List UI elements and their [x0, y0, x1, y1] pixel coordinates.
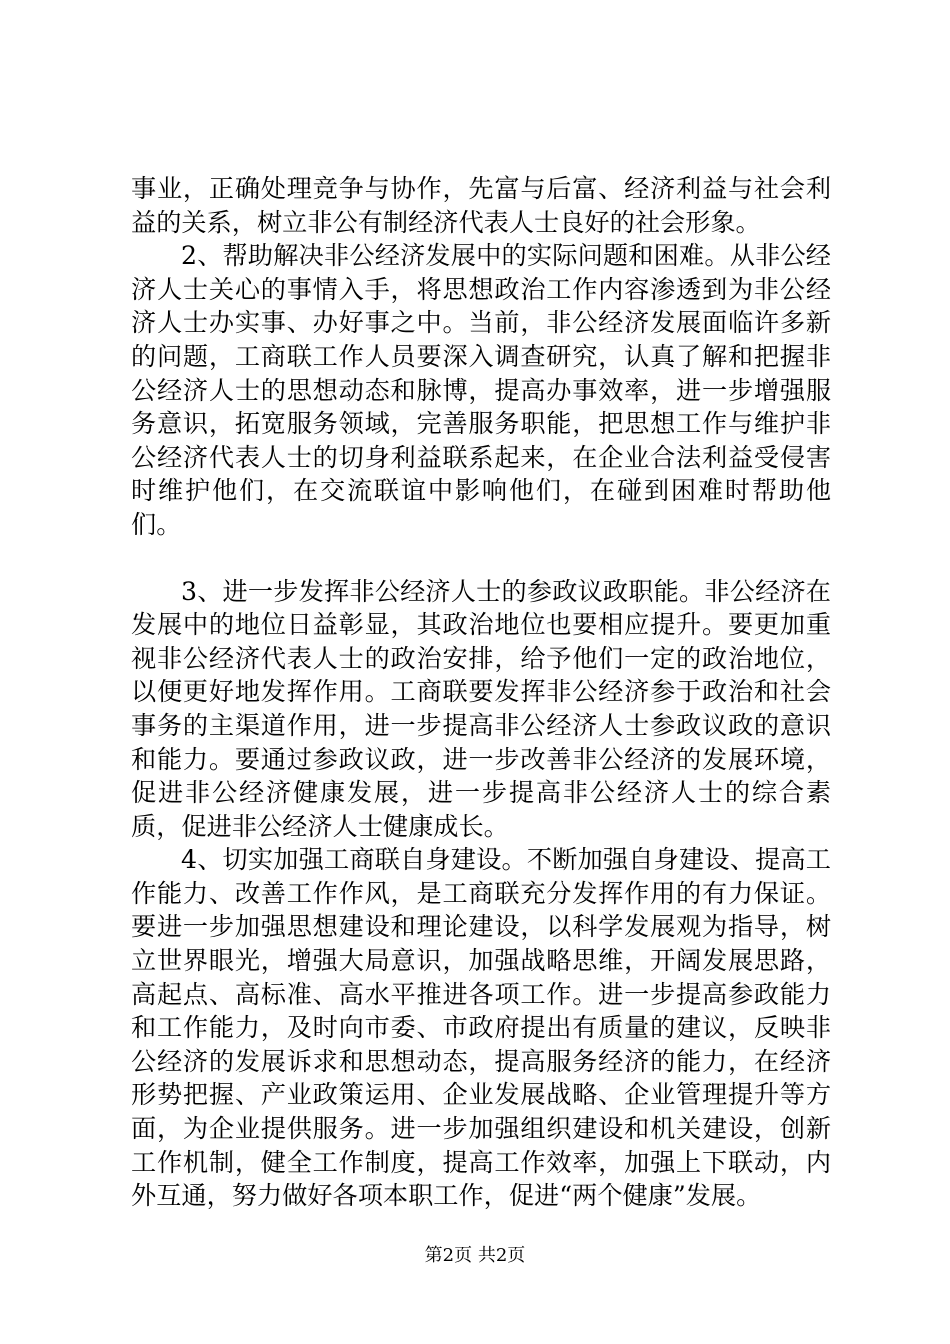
page-footer: 第2页 共2页: [424, 1245, 526, 1266]
document-body: [131, 172, 831, 1213]
paragraph-item-4: 4、切实加强工商联自身建设。不断加强自身建设、提高工作能力、改善工作作风，是工商联充分发挥作用的有力保证。要进一步加强思想建设和理论建设，以科学发展观为指导，树立世界眼光，增强大局意识，加强战略思维，开阔发展思路，高起点、高标准、高水平推进各项工作。进一步提高参政能力和工作能力，及时向市委、市政府提出有质量的建议，反映非公经济的发展诉求和思想动态，提高服务经济的能力，在经济形势把握、产业政策运用、企业发展战略、企业管理提升等方面，为企业提供服务。进一步加强组织建设和机关建设，创新工作机制，健全工作制度，提高工作效率，加强上下联动，内外互通，努力做好各项本职工作，促进“两个健康”发展。: [131, 845, 831, 1211]
paragraph-item-3: 3、进一步发挥非公经济人士的参政议政职能。非公经济在发展中的地位日益彰显，其政治地位也要相应提升。要更加重视非公经济代表人士的政治安排，给予他们一定的政治地位，以便更好地发挥作用。工商联要发挥非公经济参于政治和社会事务的主渠道作用，进一步提高非公经济人士参政议政的意识和能力。要通过参政议政，进一步改善非公经济的发展环境，促进非公经济健康发展，进一步提高非公经济人士的综合素质，促进非公经济人士健康成长。: [131, 576, 831, 841]
paragraph-item-2: 2、帮助解决非公经济发展中的实际问题和困难。从非公经济人士关心的事情入手，将思想政治工作内容渗透到为非公经济人士办实事、办好事之中。当前，非公经济发展面临许多新的问题，工商联工作人员要深入调查研究，认真了解和把握非公经济人士的思想动态和脉博，提高办事效率，进一步增强服务意识，拓宽服务领域，完善服务职能，把思想工作与维护非公经济代表人士的切身利益联系起来，在企业合法利益受侵害时维护他们，在交流联谊中影响他们，在碰到困难时帮助他们。: [131, 241, 831, 539]
paragraph-continuation: 事业，正确处理竞争与协作，先富与后富、经济利益与社会利益的关系，树立非公有制经济代表人士良好的社会形象。: [131, 174, 831, 237]
